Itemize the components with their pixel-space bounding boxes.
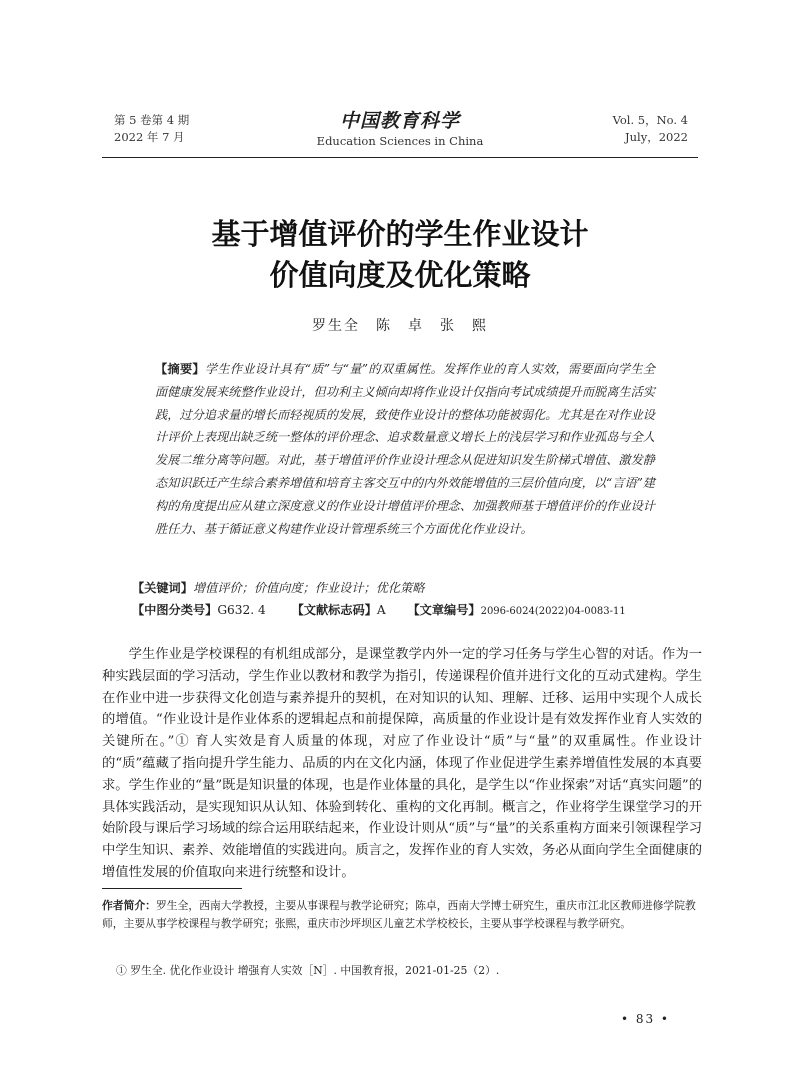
abstract <box>155 358 655 540</box>
author-list: 罗生全 陈 卓 张 熙 <box>312 318 488 334</box>
article-number-value: 2096-6024(2022)04-0083-11 <box>480 606 626 617</box>
abstract-label: 【摘要】 <box>155 362 205 376</box>
journal-masthead <box>102 110 698 150</box>
author-note <box>102 897 702 932</box>
title-line-1: 基于增值评价的学生作业设计 <box>211 217 589 251</box>
header-right <box>613 112 688 146</box>
classification-line <box>132 600 626 622</box>
clc-value: G632. 4 <box>217 603 266 617</box>
journal-name-cn: 中国教育科学 <box>339 110 460 132</box>
author-note-text: 罗生全，西南大学教授，主要从事课程与教学论研究；陈卓，西南大学博士研究生，重庆市江北区教师进修学院教师，主要从事学校课程与教学研究；张熙，重庆市沙坪坝区儿童艺术学校校长，主要从事学校课程与教学研究。 <box>102 899 696 930</box>
header-rule <box>102 157 698 158</box>
doc-code-label: 【文献标志码】 <box>291 603 377 617</box>
article-number-label: 【文章编号】 <box>407 603 481 617</box>
date-en: July，2022 <box>625 130 688 144</box>
keywords-text: 增值评价；价值向度；作业设计；优化策略 <box>192 581 425 595</box>
doc-code-value: A <box>376 603 386 617</box>
title-line-2: 价值向度及优化策略 <box>269 258 531 292</box>
running-header <box>102 112 698 154</box>
body-paragraph: 学生作业是学校课程的有机组成部分，是课堂教学内外一定的学习任务与学生心智的对话。作为一种实践层面的学习活动，学生作业以教材和教学为指引，传递课程价值并进行文化的互动式建构。学生在作业中进一步获得文化创造与素养提升的契机，在对知识的认知、理解、迁移、运用中实现个人成长的增值。“作业设计是作业体系的逻辑起点和前提保障，高质量的作业设计是有效发挥作业育人实效的关键所在。”① 育人实效是育人质量的体现，对应了作业设计“质”与“量”的双重属性。作业设计的“质”蕴藏了指向提升学生能力、品质的内在文化内涵，体现了作业促进学生素养增值性发展的本真要求。学生作业的“量”既是知识量的体现，也是作业体量的具化，是学生以“作业探索”对话“真实问题”的具体实践活动，是实现知识从认知、体验到转化、重构的文化再制。概言之，作业将学生课堂学习的开始阶段与课后学习场域的综合运用联结起来，作业设计则从“质”与“量”的关系重构方面来引领课程学习中学生知识、素养、效能增值的实践进向。质言之，发挥作业的育人实效，务必从面向学生全面健康的增值性发展的价值取向来进行统整和设计。 <box>102 647 702 880</box>
clc-label: 【中图分类号】 <box>132 603 218 617</box>
page-number: • 83 • <box>620 1012 670 1026</box>
keywords-label: 【关键词】 <box>132 581 193 595</box>
author-note-label: 作者简介： <box>102 899 156 912</box>
footnote-citation: ① 罗生全. 优化作业设计 增强育人实效［N］. 中国教育报，2021-01-25（2）. <box>116 964 500 977</box>
article-title <box>0 214 800 296</box>
volume-issue-en: Vol. 5，No. 4 <box>612 113 688 127</box>
keywords <box>132 578 425 598</box>
date-cn: 2022 年 7 月 <box>114 130 185 144</box>
abstract-text: 学生作业设计具有“质”与“量”的双重属性。发挥作业的育人实效，需要面向学生全面健康发展来统整作业设计，但功利主义倾向却将作业设计仅指向考试成绩提升而脱离生活实践，过分追求量的增长而轻视质的发展，致使作业设计的整体功能被弱化。尤其是在对作业设计评价上表现出缺乏统一整体的评价理念、追求数量意义增长上的浅层学习和作业孤岛与全人发展二维分离等问题。对此，基于增值评价作业设计理念从促进知识发生阶梯式增值、激发静态知识跃迁产生综合素养增值和培育主客交互中的内外效能增值的三层价值向度，以“言语”建构的角度提出应从建立深度意义的作业设计增值评价理念、加强教师基于增值评价的作业设计胜任力、基于循证意义构建作业设计管理系统三个方面优化作业设计。 <box>155 362 655 536</box>
footnote-rule <box>102 888 242 889</box>
volume-issue-cn: 第 5 卷第 4 期 <box>114 113 190 127</box>
journal-name-en: Education Sciences in China <box>316 134 484 148</box>
